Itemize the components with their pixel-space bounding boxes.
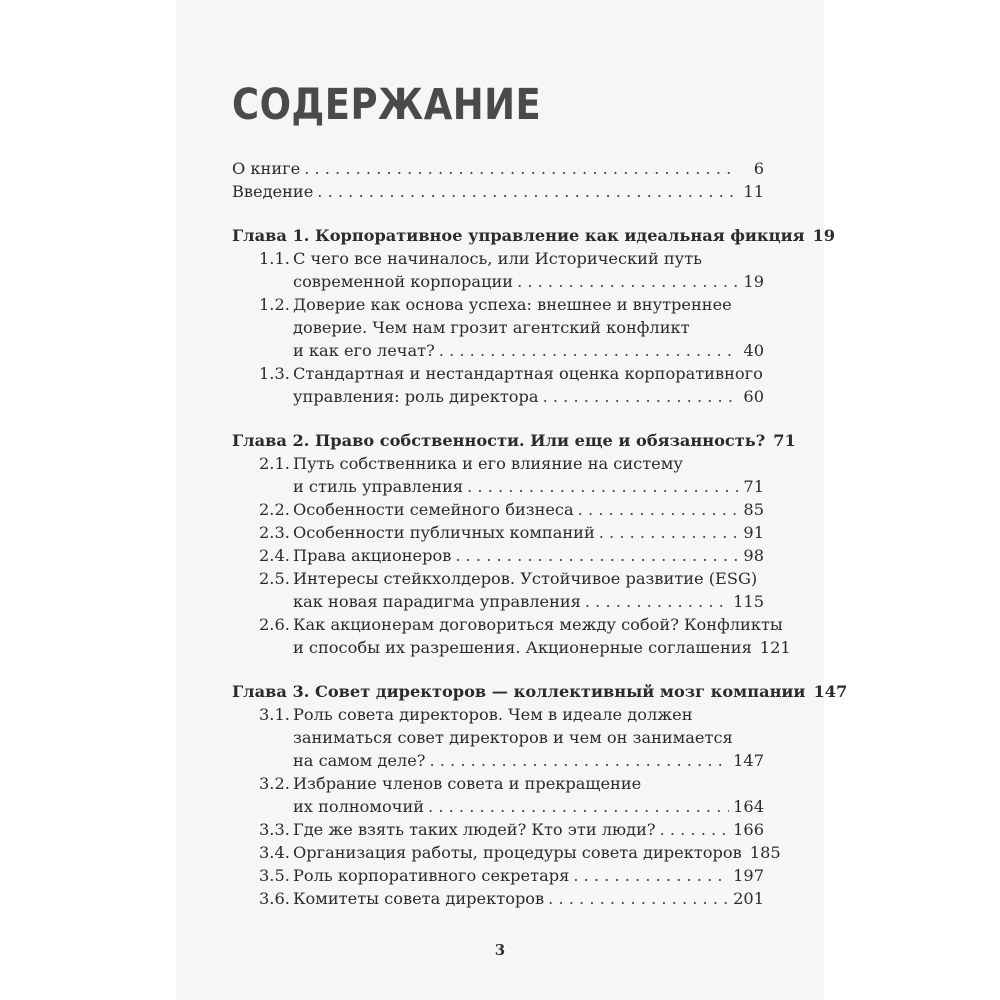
page-ref: 98 [743, 546, 764, 565]
chapter-title: Глава 2. Право собственности. Или еще и обязанность? [232, 431, 766, 450]
entry-text: Как акционерам договориться между собой? Конфликты [293, 615, 783, 634]
section-number: 3.3. [259, 820, 290, 839]
dot-leader [467, 475, 738, 498]
entry-text: О книге [232, 159, 301, 178]
entry-text: их полномочий [293, 797, 425, 816]
dot-leader [573, 864, 729, 887]
toc-entry-chapter [232, 429, 796, 452]
toc-entry-section [232, 362, 764, 385]
page-ref: 197 [733, 866, 764, 885]
dot-leader [455, 544, 738, 567]
section-number: 2.1. [259, 454, 290, 473]
section-number: 1.2. [259, 295, 290, 314]
page-ref: 60 [743, 387, 764, 406]
toc-entry-section [232, 795, 764, 818]
page-ref: 115 [733, 592, 764, 611]
entry-text: доверие. Чем нам грозит агентский конфликт [293, 318, 690, 337]
toc-entry-section [232, 247, 764, 270]
toc-entry-section [232, 703, 764, 726]
entry-text: Роль корпоративного секретаря [293, 866, 570, 885]
dot-leader [439, 339, 738, 362]
section-number: 2.5. [259, 569, 290, 588]
section-number: 2.2. [259, 500, 290, 519]
toc-entry-section [232, 818, 764, 841]
entry-text: Интересы стейкхолдеров. Устойчивое развитие (ESG) [293, 569, 758, 588]
toc-entry-chapter [232, 224, 836, 247]
page-ref: 201 [733, 889, 764, 908]
toc-entry-section [232, 887, 764, 910]
toc-entry-chapter [232, 680, 848, 703]
entry-text: на самом деле? [293, 751, 426, 770]
entry-text: Комитеты совета директоров [293, 889, 545, 908]
dot-leader [660, 818, 730, 841]
page-ref: 6 [753, 159, 764, 178]
page-ref: 71 [773, 431, 796, 450]
dot-leader [429, 749, 729, 772]
page-ref: 166 [733, 820, 764, 839]
entry-text: Организация работы, процедуры совета директоров [293, 843, 742, 862]
section-number: 3.5. [259, 866, 290, 885]
chapter-title: Глава 1. Корпоративное управление как идеальная фикция [232, 226, 805, 245]
entry-text: и стиль управления [293, 477, 464, 496]
spacer [232, 408, 764, 429]
toc-entry-section [232, 270, 764, 293]
toc-entry-section [232, 475, 764, 498]
dot-leader [578, 498, 738, 521]
toc-entry-section [232, 339, 764, 362]
dot-leader [304, 157, 738, 180]
toc-entry-section [232, 726, 764, 749]
entry-text: Введение [232, 182, 314, 201]
section-number: 2.4. [259, 546, 290, 565]
entry-text: Особенности публичных компаний [293, 523, 595, 542]
page-number: 3 [494, 941, 506, 959]
toc-entry-section [232, 544, 764, 567]
toc-entry-section [232, 864, 764, 887]
page-ref: 11 [743, 182, 764, 201]
page-title: СОДЕРЖАНИЕ [232, 80, 542, 130]
entry-text: и способы их разрешения. Акционерные соглашения [293, 638, 752, 657]
dot-leader [585, 590, 729, 613]
page-ref: 19 [743, 272, 764, 291]
page-ref: 19 [812, 226, 836, 245]
entry-text: управления: роль директора [293, 387, 539, 406]
toc-entry-front [232, 157, 764, 180]
page-ref: 85 [743, 500, 764, 519]
page-ref: 147 [733, 751, 764, 770]
entry-text: Где же взять таких людей? Кто эти люди? [293, 820, 656, 839]
toc-entry-section [232, 385, 764, 408]
section-number: 3.6. [259, 889, 290, 908]
dot-leader [317, 180, 738, 203]
toc-entry-section [232, 772, 764, 795]
page-ref: 147 [813, 682, 848, 701]
page-ref: 185 [749, 843, 781, 862]
page-ref: 91 [743, 523, 764, 542]
toc-entry-section [232, 613, 783, 636]
section-number: 3.1. [259, 705, 290, 724]
dot-leader [599, 521, 738, 544]
entry-text: Доверие как основа успеха: внешнее и внутреннее [293, 295, 732, 314]
dot-leader [517, 270, 738, 293]
toc-entry-section [232, 293, 764, 316]
entry-text: Права акционеров [293, 546, 452, 565]
toc-entry-section [232, 498, 764, 521]
page-ref: 71 [743, 477, 764, 496]
entry-text: и как его лечат? [293, 341, 435, 360]
dot-leader [548, 887, 729, 910]
toc-entry-section [232, 590, 764, 613]
page-ref: 40 [743, 341, 764, 360]
toc-entry-section [232, 749, 764, 772]
entry-text: Роль совета директоров. Чем в идеале должен [293, 705, 693, 724]
spacer [232, 659, 764, 680]
chapter-title: Глава 3. Совет директоров — коллективный мозг компании [232, 682, 806, 701]
page-ref: 121 [759, 638, 791, 657]
section-number: 2.6. [259, 615, 290, 634]
entry-text: Путь собственника и его влияние на систему [293, 454, 683, 473]
entry-text: как новая парадигма управления [293, 592, 581, 611]
toc-entry-section [232, 521, 764, 544]
table-of-contents [232, 157, 848, 910]
section-number: 1.1. [259, 249, 290, 268]
toc-entry-section [232, 841, 781, 864]
section-number: 3.2. [259, 774, 290, 793]
toc-entry-section [232, 636, 791, 659]
toc-entry-section [232, 567, 764, 590]
entry-text: Избрание членов совета и прекращение [293, 774, 642, 793]
section-number: 2.3. [259, 523, 290, 542]
page-ref: 164 [733, 797, 764, 816]
entry-text: Стандартная и нестандартная оценка корпоративного [293, 364, 763, 383]
toc-entry-section [232, 316, 764, 339]
entry-text: С чего все начиналось, или Исторический путь [293, 249, 702, 268]
dot-leader [543, 385, 738, 408]
section-number: 1.3. [259, 364, 290, 383]
toc-entry-section [232, 452, 764, 475]
spacer [232, 203, 764, 224]
entry-text: заниматься совет директоров и чем он занимается [293, 728, 733, 747]
dot-leader [428, 795, 729, 818]
entry-text: Особенности семейного бизнеса [293, 500, 574, 519]
toc-entry-front [232, 180, 764, 203]
entry-text: современной корпорации [293, 272, 514, 291]
section-number: 3.4. [259, 843, 290, 862]
